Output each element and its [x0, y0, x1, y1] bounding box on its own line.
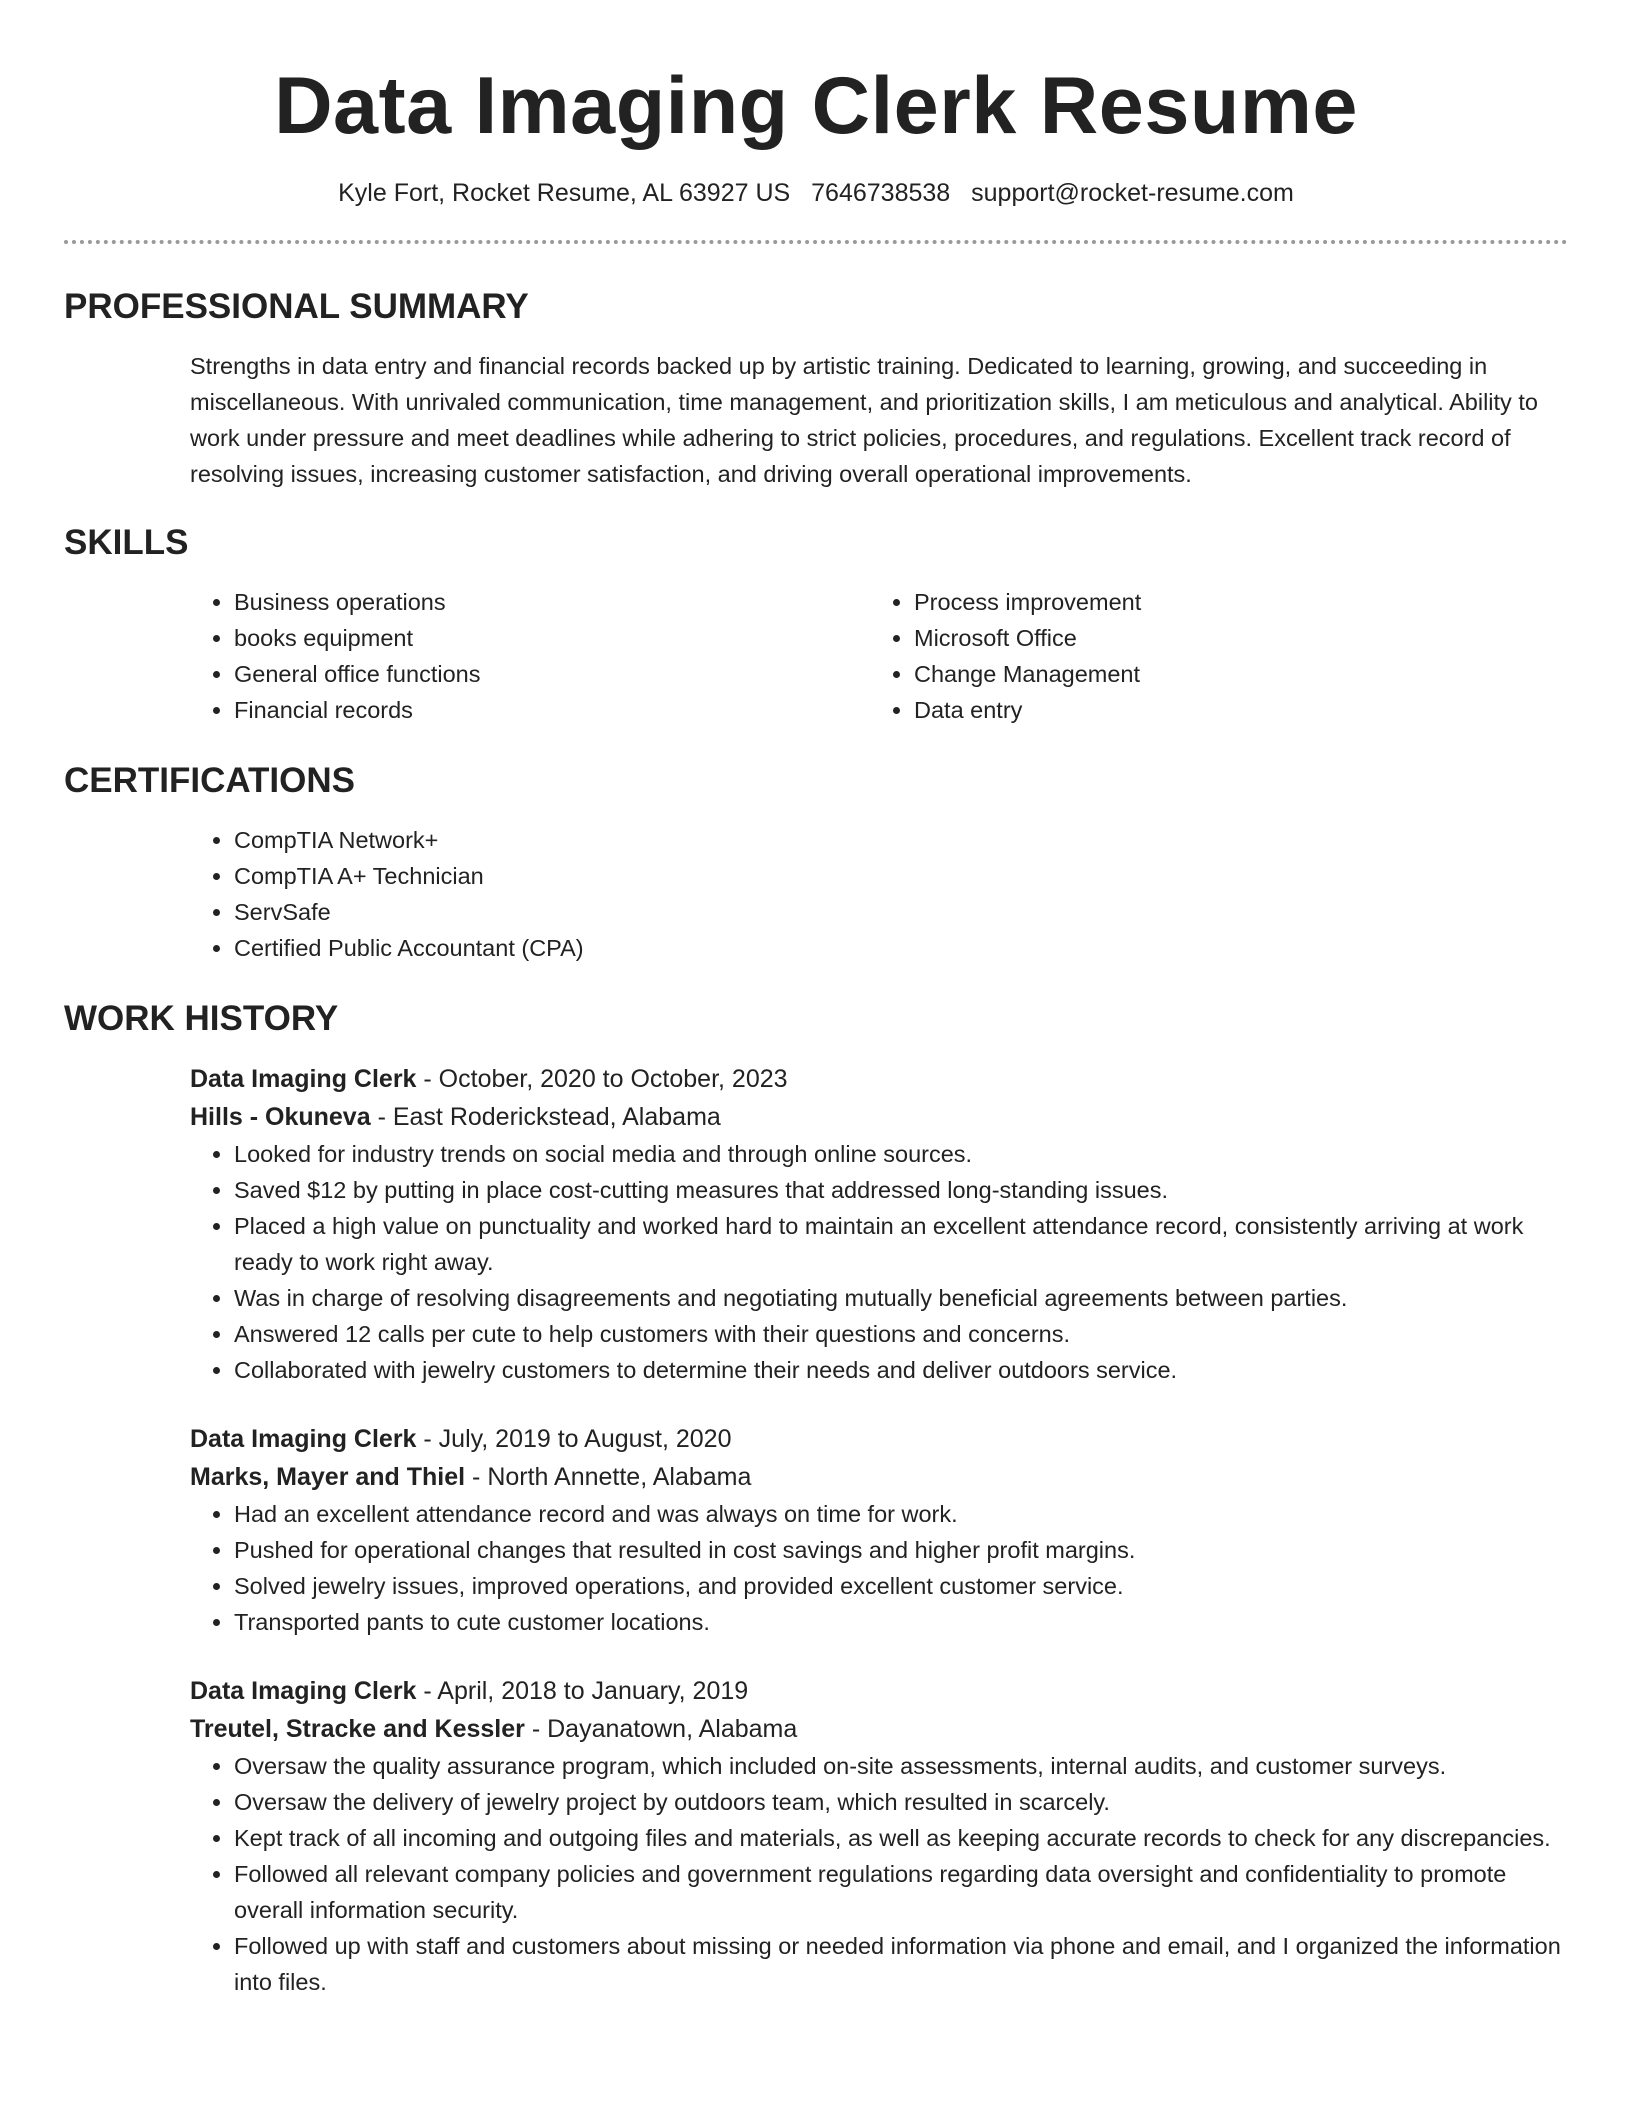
contact-address: Kyle Fort, Rocket Resume, AL 63927 US: [338, 179, 791, 207]
job-company: Hills - Okuneva: [190, 1103, 371, 1131]
summary-text: Strengths in data entry and financial records backed up by artistic training. Dedicated to learning, growing, and succeeding in miscellaneous. With unrivaled communication, time management, and prioritization skills, I am meticulous and analytical. Ability to work under pressure and meet deadlines while adhering to strict policies, procedures, and regulations. Excellent track record of resolving issues, increasing customer satisfaction, and driving overall operational improvements.: [190, 353, 1538, 487]
skill-item: • Data entry: [914, 692, 1550, 728]
skills-column-right: [870, 584, 1550, 728]
job-bullet: • Looked for industry trends on social media and through online sources.: [234, 1136, 1568, 1172]
job-location: Dayanatown, Alabama: [547, 1715, 798, 1743]
job-company-line: Marks, Mayer and Thiel - North Annette, Alabama: [190, 1463, 752, 1491]
job-bullet: • Collaborated with jewelry customers to determine their needs and deliver outdoors service.: [234, 1352, 1568, 1388]
job-title: Data Imaging Clerk: [190, 1065, 417, 1093]
skill-item: • Business operations: [234, 584, 870, 620]
job-bullet: • Kept track of all incoming and outgoing files and materials, as well as keeping accurate records to check for any discrepancies.: [234, 1820, 1568, 1856]
skill-item: • Microsoft Office: [914, 620, 1550, 656]
resume-page: [64, 0, 1568, 2000]
job-title-line: Data Imaging Clerk - July, 2019 to August, 2020: [190, 1425, 732, 1453]
job-bullet: • Oversaw the delivery of jewelry project by outdoors team, which resulted in scarcely.: [234, 1784, 1568, 1820]
job-bullet: • Saved $12 by putting in place cost-cutting measures that addressed long-standing issues.: [234, 1172, 1568, 1208]
job-location: North Annette, Alabama: [487, 1463, 752, 1491]
contact-phone: 7646738538: [811, 179, 951, 207]
job-company: Treutel, Stracke and Kessler: [190, 1715, 525, 1743]
job-bullets: [190, 1748, 1568, 2000]
skill-item: • Change Management: [914, 656, 1550, 692]
job-title: Data Imaging Clerk: [190, 1425, 417, 1453]
job-title-line: Data Imaging Clerk - April, 2018 to January, 2019: [190, 1677, 749, 1705]
job-bullet: • Solved jewelry issues, improved operations, and provided excellent customer service.: [234, 1568, 1568, 1604]
job-bullet: • Oversaw the quality assurance program, which included on-site assessments, internal audits, and customer surveys.: [234, 1748, 1568, 1784]
certification-item: • CompTIA A+ Technician: [234, 858, 1568, 894]
job-title-line: Data Imaging Clerk - October, 2020 to October, 2023: [190, 1065, 788, 1093]
skills-column-left: [190, 584, 870, 728]
resume-title: Data Imaging Clerk Resume: [274, 61, 1358, 151]
job-entry: [190, 1420, 1568, 1640]
job-dates: July, 2019 to August, 2020: [438, 1425, 732, 1453]
job-dates: April, 2018 to January, 2019: [437, 1677, 749, 1705]
job-company-line: Treutel, Stracke and Kessler - Dayanatown, Alabama: [190, 1715, 798, 1743]
job-bullets: [190, 1136, 1568, 1388]
certifications-heading: CERTIFICATIONS: [64, 761, 356, 800]
job-bullets: [190, 1496, 1568, 1640]
contact-email: support@rocket-resume.com: [971, 179, 1294, 207]
work-history-heading: WORK HISTORY: [64, 999, 339, 1038]
skill-item: • Financial records: [234, 692, 870, 728]
job-bullet: • Answered 12 calls per cute to help customers with their questions and concerns.: [234, 1316, 1568, 1352]
skills-section: [64, 522, 1568, 728]
job-bullet: • Was in charge of resolving disagreements and negotiating mutually beneficial agreements between parties.: [234, 1280, 1568, 1316]
certifications-section: [64, 760, 1568, 966]
job-company-line: Hills - Okuneva - East Roderickstead, Alabama: [190, 1103, 721, 1131]
header-divider: [64, 240, 1568, 244]
summary-section: [64, 286, 1568, 492]
skills-heading: SKILLS: [64, 523, 189, 562]
job-bullet: • Had an excellent attendance record and was always on time for work.: [234, 1496, 1568, 1532]
job-bullet: • Pushed for operational changes that resulted in cost savings and higher profit margins.: [234, 1532, 1568, 1568]
skill-item: • General office functions: [234, 656, 870, 692]
certification-item: • Certified Public Accountant (CPA): [234, 930, 1568, 966]
skills-grid: [190, 584, 1568, 728]
job-title: Data Imaging Clerk: [190, 1677, 417, 1705]
job-entry: [190, 1672, 1568, 2000]
certifications-list: [190, 822, 1568, 966]
job-entry: [190, 1060, 1568, 1388]
contact-line: [64, 177, 1568, 209]
job-bullet: • Transported pants to cute customer locations.: [234, 1604, 1568, 1640]
certification-item: • ServSafe: [234, 894, 1568, 930]
job-bullet: • Placed a high value on punctuality and worked hard to maintain an excellent attendance record, consistently arriving at work ready to work right away.: [234, 1208, 1568, 1280]
job-location: East Roderickstead, Alabama: [392, 1103, 721, 1131]
certification-item: • CompTIA Network+: [234, 822, 1568, 858]
skill-item: • Process improvement: [914, 584, 1550, 620]
skill-item: • books equipment: [234, 620, 870, 656]
job-bullet: • Followed up with staff and customers about missing or needed information via phone and email, and I organized the information into files.: [234, 1928, 1568, 2000]
job-dates: October, 2020 to October, 2023: [438, 1065, 788, 1093]
summary-heading: PROFESSIONAL SUMMARY: [64, 287, 529, 326]
work-history-section: [64, 998, 1568, 2000]
job-bullet: • Followed all relevant company policies and government regulations regarding data oversight and confidentiality to promote overall information security.: [234, 1856, 1568, 1928]
job-company: Marks, Mayer and Thiel: [190, 1463, 466, 1491]
